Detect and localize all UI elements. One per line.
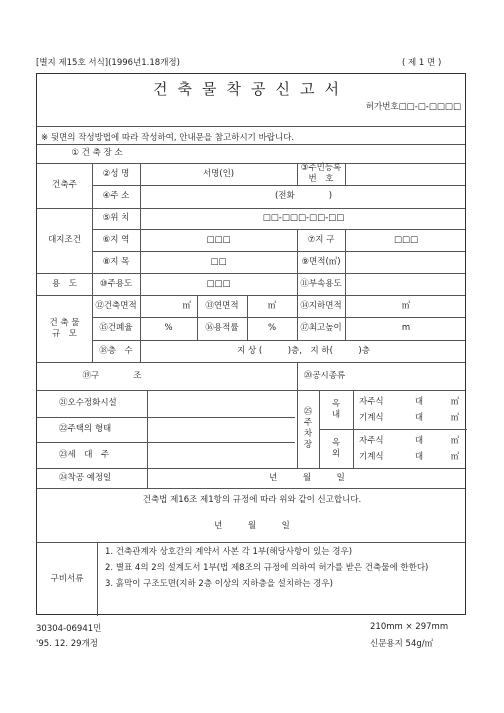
name-label: ②성 명 [102, 168, 130, 179]
building-area-label: ⑫건축면적 [95, 300, 137, 311]
land-category-field[interactable]: □□ [210, 256, 227, 267]
far-label: ⑯용적률 [205, 323, 239, 334]
form-number: [별지 제15호 서식](1996년1.18개정) [36, 58, 180, 68]
site-label: 대지조건 [48, 235, 81, 246]
indoor-mech-unit: 대 [414, 412, 424, 423]
indoor-self-unit: 대 [414, 396, 424, 407]
basement-area-label: ⑭지하면적 [300, 300, 342, 311]
usage-label: 용 도 [52, 278, 77, 289]
structure-label: ⑲구 조 [82, 370, 142, 381]
signature-field[interactable]: 서명(인) [202, 168, 235, 179]
height-unit: m [401, 323, 411, 334]
indoor-self-label: 자주식 [359, 396, 384, 407]
start-date-field[interactable]: 년 월 일 [269, 472, 345, 483]
indoor-mech-label: 기계식 [359, 412, 384, 423]
declaration-date[interactable]: 년 월 일 [214, 520, 290, 531]
outdoor-mech-area-unit: ㎡ [450, 451, 460, 462]
indoor-mech-area-unit: ㎡ [450, 412, 460, 423]
coverage-label: ⑮건폐율 [99, 323, 133, 334]
required-doc-item: 2. 별표 4의 2의 설계도서 1부(법 제8조의 규정에 의하여 허가를 받은 건축물에 한한다) [105, 563, 429, 573]
start-date-label: ㉔착공 예정일 [59, 472, 112, 483]
required-docs-list [105, 544, 463, 592]
declaration-text: 건축법 제16조 제1항의 규정에 따라 위와 같이 신고합니다. [142, 494, 362, 505]
owner-label: 건축주 [52, 180, 77, 191]
required-docs-label: 구비서류 [50, 573, 84, 584]
indoor-self-area-unit: ㎡ [450, 396, 460, 407]
far-unit: % [267, 323, 277, 334]
outdoor-self-unit: 대 [414, 435, 424, 446]
district-label: ⑥지 역 [102, 234, 130, 245]
site-location-field[interactable]: □□-□□□-□□-□□ [262, 213, 345, 224]
zone-field[interactable]: □□□ [393, 234, 419, 245]
outdoor-self-area-unit: ㎡ [450, 435, 460, 446]
main-use-field[interactable]: □□□ [206, 278, 231, 289]
form-title: 건축물착공신고서 [153, 80, 349, 98]
coverage-unit: % [164, 323, 173, 334]
scale-label: 건 축 물 규 모 [49, 317, 80, 339]
resident-no-label: ③주민등록 번 호 [300, 163, 342, 184]
housing-type-label: ㉒주택의 형태 [59, 424, 112, 435]
main-use-label: ⑩주용도 [99, 278, 133, 289]
required-doc-item: 1. 건축관계자 상호간의 계약서 사본 각 1부(해당사항이 있는 경우) [105, 547, 353, 557]
zone-label: ⑦지 구 [307, 234, 335, 245]
footer-size: 210mm × 297mm [370, 622, 449, 632]
footer-revised: '95. 12. 29개정 [36, 639, 99, 649]
construction-start-report-form [36, 73, 466, 615]
location-label: ① 건 축 장 소 [71, 148, 123, 159]
outdoor-self-label: 자주식 [359, 435, 384, 446]
households-label: ㉓세 대 주 [59, 449, 110, 460]
address-label: ④주 소 [102, 191, 130, 202]
floors-field[interactable]: 지 상 ( )층, 지 하( )층 [237, 345, 370, 356]
height-label: ⑰최고높이 [300, 323, 342, 334]
outdoor-mech-label: 기계식 [359, 451, 384, 462]
site-location-label: ⑤위 치 [102, 213, 130, 224]
land-category-label: ⑧지 목 [102, 256, 130, 267]
floors-label: ⑱층 수 [99, 345, 133, 356]
footer-paper: 신문용지 54g/㎡ [370, 639, 434, 649]
basement-area-unit: ㎡ [401, 300, 411, 311]
district-field[interactable]: □□□ [206, 234, 231, 245]
floor-area-label: ⑬연면적 [205, 300, 239, 311]
area-label: ⑨면적(㎡) [301, 256, 341, 267]
permit-number: 허가번호□□-□-□□□□ [365, 102, 461, 112]
sub-use-label: ⑪부속용도 [300, 278, 342, 289]
indoor-label: 옥 내 [331, 398, 341, 420]
phone-field[interactable]: (전화 ) [274, 191, 333, 202]
roof-label: ⑳공시종류 [303, 370, 346, 381]
resident-no-field[interactable] [345, 163, 467, 185]
required-doc-item: 3. 흙막이 구조도면(지하 2층 이상의 지하층을 설치하는 경우) [105, 579, 333, 589]
notice-text: ※ 뒷면의 작성방법에 따라 작성하여, 안내문을 참고하시기 바랍니다. [41, 133, 295, 143]
page-indicator: ( 제 1 면 ) [402, 58, 442, 68]
outdoor-label: 옥 외 [331, 437, 341, 459]
footer-code: 30304-06941민 [36, 624, 102, 634]
parking-label: ㉕ 주 차 장 [303, 406, 313, 451]
building-area-unit: ㎡ [182, 300, 191, 311]
septic-label: ㉑오수정화시설 [59, 398, 117, 409]
floor-area-unit: ㎡ [267, 300, 277, 311]
outdoor-mech-unit: 대 [414, 451, 424, 462]
